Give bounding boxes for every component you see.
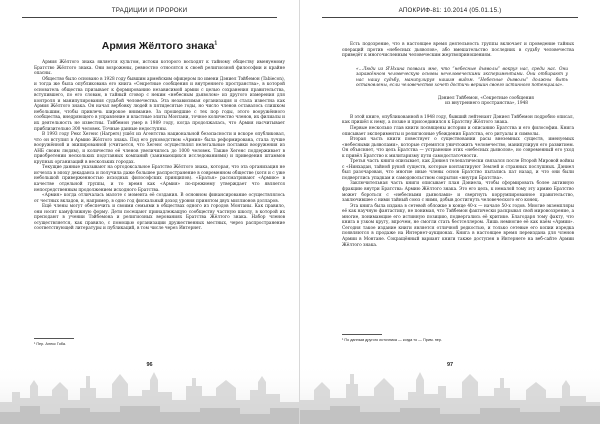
right-page-body: [342, 42, 574, 248]
right-page: [300, 0, 600, 424]
title-text: Армия Жёлтого знака: [101, 40, 215, 52]
footnote-left: [34, 338, 285, 346]
city-skyline-decoration: [300, 362, 600, 424]
city-skyline-decoration: [0, 362, 300, 424]
footnote-text: ¹ По данным другого источника — когда то — Прим. пер.: [342, 338, 443, 342]
title-footnote-mark: 1: [214, 40, 218, 47]
footnote-right: [342, 334, 586, 342]
paragraph: В 1993 году Рекс Хегенс (Harpers) ушёл из Агентства национальной безопасности и вскоре опубликовал, что он вступил в Армию Жёлтого знака. Под его руководством «Армия» была реформирована, стала лучше вооружённой и экипированной (считается, что Хегенс осуществлял нелегальные поставки вооружения из АНБ своим людям), и количество её членов увеличилось до 1000 человек. Также Хегенс поддерживает в приобретении нескольких подставных компаний (занимающихся исследованиями) и приведения штаммов крупных организаций в нескольких городах.: [34, 132, 285, 165]
paragraph: Вторая часть книги повествует о существовании расы внеземных существ, именуемых «небесными дьяволами», которые стремятся уничтожить человечество, манипулируя его развитием. Он объясняет, что цель Братства — устранение этих «небесных дьяволов», но современный его уход к привёл Братство к милитаризму пути самодостаточности.: [342, 137, 574, 159]
paragraph: Есть подозрение, что в настоящее время деятельность группы включает и проведение тайных операций против «небесных дьяволов», або вмешательство последних в судьбу человечества приведёт к многочисленным человеческим жертвоприношениям.: [342, 42, 574, 59]
paragraph: Общество было основано в 1928 году бывшим армейским офицером по имени Дэниел Тэйбемон (Tabiecon), и тогда же была опубликована его книга «Секретные сообщения и внутреннего пространства», в которой основатель общества призывает к формированию независимой армии с целью сохранения правительства, вступившего, по его словам, в тайный сговор с неким «небесным дьяволом» из другого измерения для контроля и манипулирования судьбой человечества. Эта независимая организация и стала известна как Армия Жёлтого знака. Он начал вербовку людей в пятидесятые годы, но число членов оставалось слишком небольшим, чтобы привлечь широкое внимание. За прошедшие с тех пор годы, этого вооружённого сообщества, внедряющего в управление и властные элиты Монтани, точное количество членов, их филиалы и их деятельность не известны. Тэйбемон умер в 1989 году, когда продолжалась, что Армия насчитывает приблизительно 300 человек. Точные данные недоступны.: [34, 76, 285, 132]
running-header-left: ТРАДИЦИИ И ПРОРОКИ: [22, 6, 277, 18]
footnote-rule: [342, 334, 382, 335]
paragraph: Заключительная часть книги описывает план Дэниела, чтобы сформировать более активную фракцию внутри Братства: Армию Жёлтого знака. Это его цель, к немалой тому эту армию Братство может бороться с «небесными дьяволами» и свергнуть коррумпированное правительство, заключившее с ними тайный союз с ними, добыв достигнуть человеческого его конец.: [342, 181, 574, 204]
quote-attribution-line-2: из внутреннего пространства», 1948: [445, 101, 528, 107]
paragraph: Армия Жёлтого знака является культом, истоки которого восходят к тайному обществу именуемому Братство Жёлтого знака. Они возрожены, ревностно относятся к своей религиозной философии и крайне опасны.: [34, 60, 285, 77]
running-header-right: АПОКРИФ-81: 10.2014 (05.01.15.): [322, 6, 578, 18]
epigraph-quote: «…Люди из Я'Нхина позвали мне, что “небесные дьяволы” вокруг нас, среди нас. Они заражённом человеческую основы нечеловеческими экспериментами. Они отбирают у нас нашу судьбу, манипулируя нашим видом. “Небесные дьяволы” должны быть остановлены, если человечество хочет достичь вершин своего истинного потенциала».: [356, 66, 568, 89]
paragraph: В этой книге, опубликованной в 1948 году, бывший лейтенант Дэниел Тэйбемон подробно описал, как пришёл к нему, а позже и присоединился к Братству Жёлтого знака.: [342, 114, 574, 126]
footnote-text: ¹ Пер. Алекс Гоба.: [34, 342, 67, 346]
paragraph: Ещё члены могут обеспечить и своими семьями в обществах одного из городов Монтаны. Как правило, они носят камуфляжную форму. Дети посещают принадлежащую сообществу частную школу, в которой их преподают в учении Тэйбемона и религиозных верованиях Братства Жёлтого знака. Набор членов осуществляется, как правило, с помощью организации дружественных местных, через распространение соответствующей литературы и публикаций, в том числе через Интернет.: [34, 204, 285, 232]
left-page-body: [34, 30, 285, 232]
paragraph: Третья часть книги описывает, как Дэниел телепатически связался после Второй Мировой войны с «Нинхадан, тайной рукой существ, которые контактируют Землей и странных послушных. Дэниел был разочарован, что многие иные члены основ Братство пытались пат назад, и что они были подверглись упадкам и самодовольством сокрытия «внутри Братства».: [342, 159, 574, 181]
paragraph: Эта книга была издана в сетевой обложке в конце 40-х — начале 50-х годов. Многие экземпляры её как научную фантастику, не понимая, что Тэйбемон фактически раскрывал свой мировоззрение, а многие, понимающие его истинную позицию, подвергались её критике. Благодаря тому факту, что книга в узком кругу, впрочем, не смогли стать бестселлером. Лишь немногие её как наём «Армии». Сегодня такое издание книги является отличной редкостью, и только сетевые его копии изредка появляются в продаже на Интернет-аукционах. Книга в настоящее время переиздана для членов Армии в Монтане. Сокращённый вариант книги также доступен в Интернете на веб-сайте Армии Жёлтого знака.: [342, 203, 574, 248]
paragraph: Первые несколько глав книги посвящены истории и описанию Братства и его философии. Книга описывает эксперименты и религиозные убеждения Братства, его ритуалы и символы.: [342, 126, 574, 137]
paragraph: «Армия» когда отличалась малоте с момента её создания. В основном финансирование осуществлялось от честных вкладов, и, например, в одно год фискальный доход уровня принятом двух миллионов долларов.: [34, 193, 285, 204]
paragraph: Текущие данные указывают на ортодоксальное Братство Жёлтого знака, которая, что эта организация не исчезла в эпоху декаданса и получила даже большее распространение в современном обществе (хотя и с уже небольшой приверженностью исходных философских принципов). «Братья» рассматривают «Армию» в качестве отдельной группы, и то время как «Армия» по-прежнему утверждает что является непосредственным продолжением исходного Братства.: [34, 165, 285, 193]
footnote-rule: [34, 338, 74, 339]
quote-attribution-line-1: Дэниел Тэйбемон, «Секретные сообщения: [437, 95, 534, 101]
article-title: [34, 40, 285, 52]
